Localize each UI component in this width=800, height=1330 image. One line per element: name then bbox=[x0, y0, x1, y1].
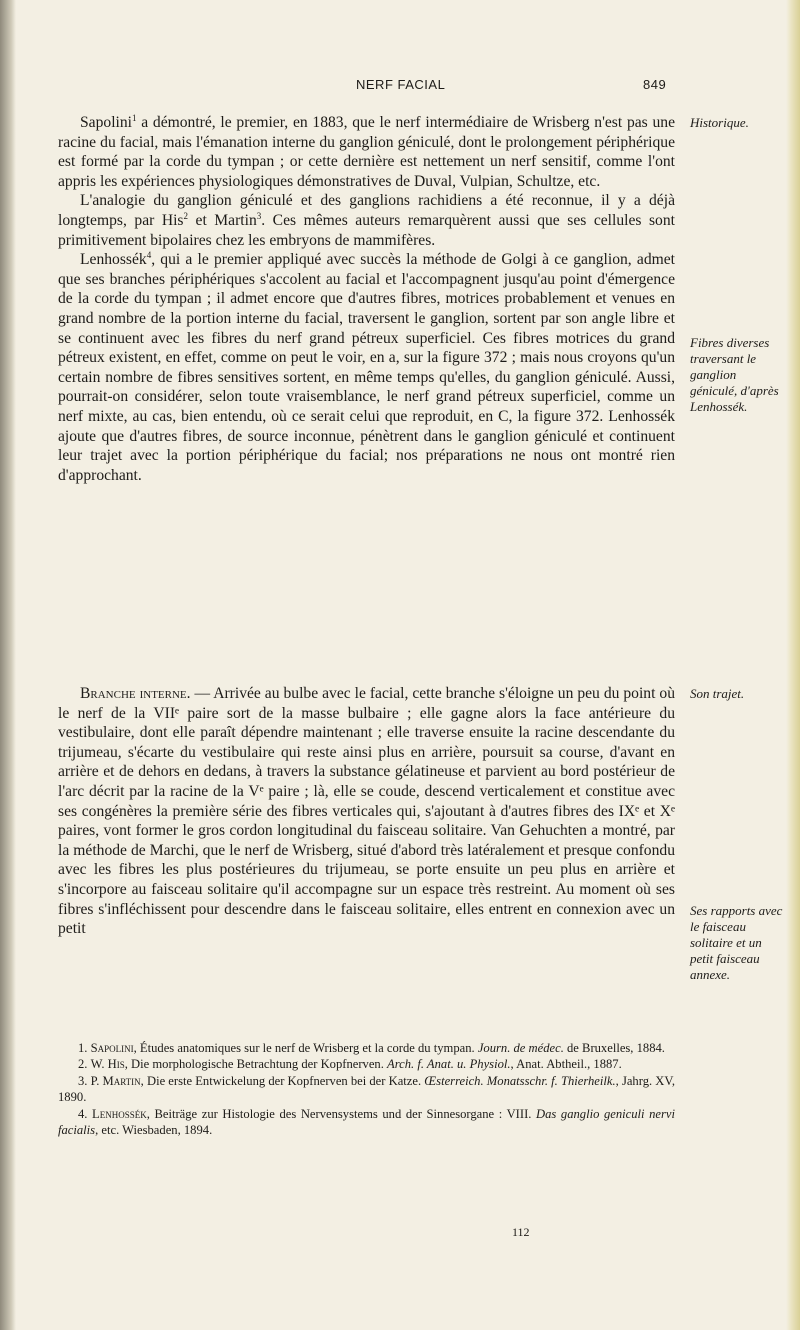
running-title: NERF FACIAL bbox=[356, 77, 446, 92]
page-number: 849 bbox=[643, 77, 667, 92]
footnotes bbox=[58, 1040, 675, 1138]
margin-note-historique: Historique. bbox=[690, 115, 749, 130]
footnote: 1. Sapolini, Études anatomiques sur le nerf de Wrisberg et la corde du tympan. Journ. de médec. de Bruxelles, 1884. bbox=[78, 1041, 665, 1055]
margin-note-trajet: Son trajet. bbox=[690, 686, 745, 701]
page-edge bbox=[786, 0, 800, 1330]
paragraph-branche-interne: Branche interne. — Arrivée au bulbe avec le facial, cette branche s'éloigne un peu du point où le nerf de la VIIᵉ paire sort de la masse bulbaire ; elle gagne alors la face antérieure du vestibulaire, dont elle paraît dépendre maintenant ; elle traverse ensuite la racine descendante du trijumeau, s'écarte du vestibulaire qui reste ainsi plus en arrière, poursuit sa course, d'avant en arrière et de dehors en dedans, à travers la substance gélatineuse et parvient au bord postérieur de l'arc décrit par la racine de la Vᵉ paire ; là, elle se coude, descend verticalement et constitue avec ses congénères la première série des fibres verticales qui, s'ajoutant à d'autres fibres des IXᵉ et Xᵉ paires, vont former le gros cordon longitudinal du faisceau solitaire. Van Gehuchten a montré, par la méthode de Marchi, que le nerf de Wrisberg, situé d'abord très latéralement et presque confondu avec les fibres les plus postérieures du trijumeau, se porte ensuite un peu plus en arrière et s'incorpore au faisceau solitaire qu'il accompagne sur un espace très restreint. Au moment où ses fibres s'infléchissent pour descendre dans le faisceau solitaire, elles entrent en connexion avec un petit bbox=[58, 685, 676, 938]
footnote: 2. W. His, Die morphologische Betrachtung der Kopfnerven. Arch. f. Anat. u. Physiol., Anat. Abtheil., 1887. bbox=[78, 1057, 622, 1072]
running-header bbox=[0, 77, 800, 99]
section-heading: Branche interne. bbox=[80, 685, 191, 702]
margin-note-fibres: Fibres diverses traversant le ganglion géniculé, d'après Lenhossék. bbox=[690, 335, 779, 414]
margin-note-rapports: Ses rapports avec le faisceau solitaire et un petit faisceau annexe. bbox=[690, 903, 783, 982]
section-branche-interne bbox=[58, 684, 675, 939]
book-spine-shadow bbox=[0, 0, 16, 1330]
paragraph-sapolini: Sapolini$^1$ a démontré, le premier, en 1883, que le nerf intermédiaire de Wrisberg n'est pas une racine du facial, mais l'émanation interne du ganglion géniculé, dont le prolongement périphérique est formé par la corde du tympan ; or cette dernière est nettement un nerf sensitif, comme l'ont appris les expériences physiologiques démonstratives de Duval, Vulpian, Schultze, etc. bbox=[58, 112, 675, 190]
paragraph-lenhossek: Lenhossék$^4$, qui a le premier appliqué avec succès la méthode de Golgi à ce ganglion, admet que ses branches périphériques s'accolent au facial et l'accompagnent jusqu'au point d'émergence de la corde du tympan ; il admet encore que d'autres fibres, motrices probablement et venues en grand nombre de la portion interne du facial, traversent le ganglion, sortent par son angle libre et se continuent avec les fibres du nerf grand pétreux superficiel. Ces fibres motrices du grand pétreux existent, en effet, comme on peut le voir, en a, sur la figure 372 ; mais nous croyons qu'un certain nombre de fibres sensitives sortent, en même temps qu'elles, du ganglion géniculé. Aussi, pourrait-on considérer, selon toute vraisemblance, le nerf grand pétreux superficiel, comme un nerf mixte, au cas, bien entendu, où ce serait celui que reproduit, en C, la figure 372. Lenhossék ajoute que d'autres fibres, de source inconnue, pénètrent dans le ganglion géniculé et continuent leur trajet avec la portion périphérique du facial; nos préparations ne nous ont montré rien d'approchant. bbox=[58, 249, 675, 484]
signature-mark: 112 bbox=[512, 1225, 530, 1239]
footnote: 4. Lenhossék, Beiträge zur Histologie des Nervensystems und der Sinnesorgane : VIII. Das ganglio geniculi nervi facialis, etc. Wiesbaden, 1894. bbox=[58, 1106, 675, 1138]
footnote: 3. P. Martin, Die erste Entwickelung der Kopfnerven bei der Katze. Œsterreich. Monatsschr. f. Thierheilk., Jahrg. XV, 1890. bbox=[58, 1073, 676, 1105]
paragraph-analogie: L'analogie du ganglion géniculé et des ganglions rachidiens a été reconnue, il y a déjà longtemps, par His$^2$ et Martin$^3$. Ces mêmes auteurs remarquèrent aussi que ses cellules sont primitivement bipolaires chez les embryons de mammifères. bbox=[58, 192, 675, 249]
section-historique bbox=[58, 113, 675, 485]
